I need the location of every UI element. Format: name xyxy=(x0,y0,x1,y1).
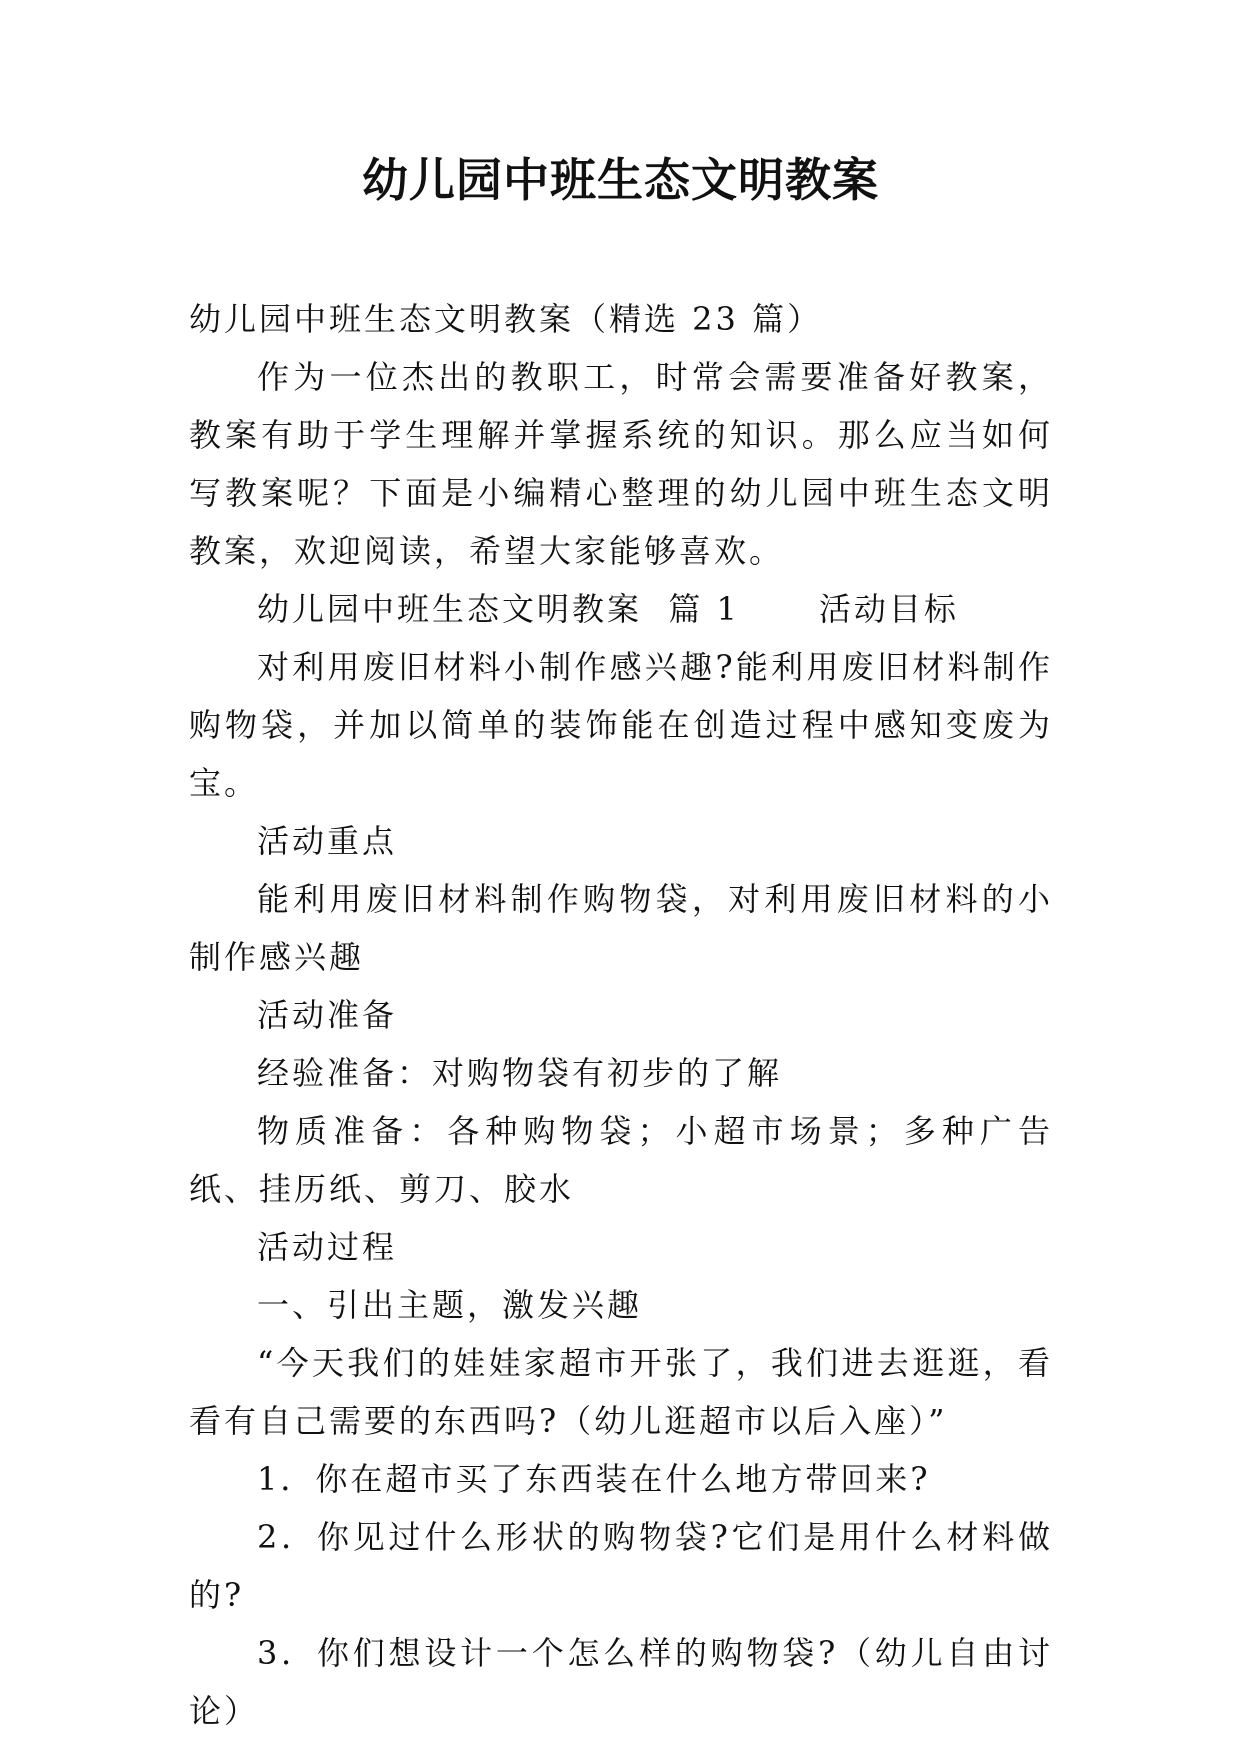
paragraph-heading-focus: 活动重点 xyxy=(257,822,398,860)
document-body xyxy=(189,290,1053,1740)
paragraph-experience-prep: 经验准备：对购物袋有初步的了解 xyxy=(257,1054,783,1092)
paragraph-material-prep: 物质准备：各种购物袋；小超市场景；多种广告纸、挂历纸、剪刀、胶水 xyxy=(189,1112,1053,1208)
paragraph-question-3: 3．你们想设计一个怎么样的购物袋?（幼儿自由讨论） xyxy=(189,1634,1053,1730)
paragraph-quote: “今天我们的娃娃家超市开张了，我们进去逛逛，看看有自己需要的东西吗?（幼儿逛超市以后入座）” xyxy=(189,1344,1053,1440)
paragraph-section-heading: 幼儿园中班生态文明教案 篇 1 活动目标 xyxy=(257,590,959,628)
paragraph-question-2: 2．你见过什么形状的购物袋?它们是用什么材料做的? xyxy=(189,1518,1053,1614)
paragraph-step-one: 一、引出主题，激发兴趣 xyxy=(257,1286,643,1324)
paragraph-subtitle: 幼儿园中班生态文明教案（精选 23 篇） xyxy=(189,300,823,338)
paragraph-goal: 对利用废旧材料小制作感兴趣?能利用废旧材料制作购物袋，并加以简单的装饰能在创造过程中感知变废为宝。 xyxy=(189,648,1053,802)
paragraph-focus: 能利用废旧材料制作购物袋，对利用废旧材料的小制作感兴趣 xyxy=(189,880,1053,976)
paragraph-heading-preparation: 活动准备 xyxy=(257,996,398,1034)
paragraph-question-1: 1．你在超市买了东西装在什么地方带回来? xyxy=(257,1460,931,1498)
paragraph-intro: 作为一位杰出的教职工，时常会需要准备好教案，教案有助于学生理解并掌握系统的知识。那么应当如何写教案呢？下面是小编精心整理的幼儿园中班生态文明教案，欢迎阅读，希望大家能够喜欢。 xyxy=(189,358,1053,570)
document-title: 幼儿园中班生态文明教案 xyxy=(362,153,879,207)
paragraph-heading-process: 活动过程 xyxy=(257,1228,398,1266)
